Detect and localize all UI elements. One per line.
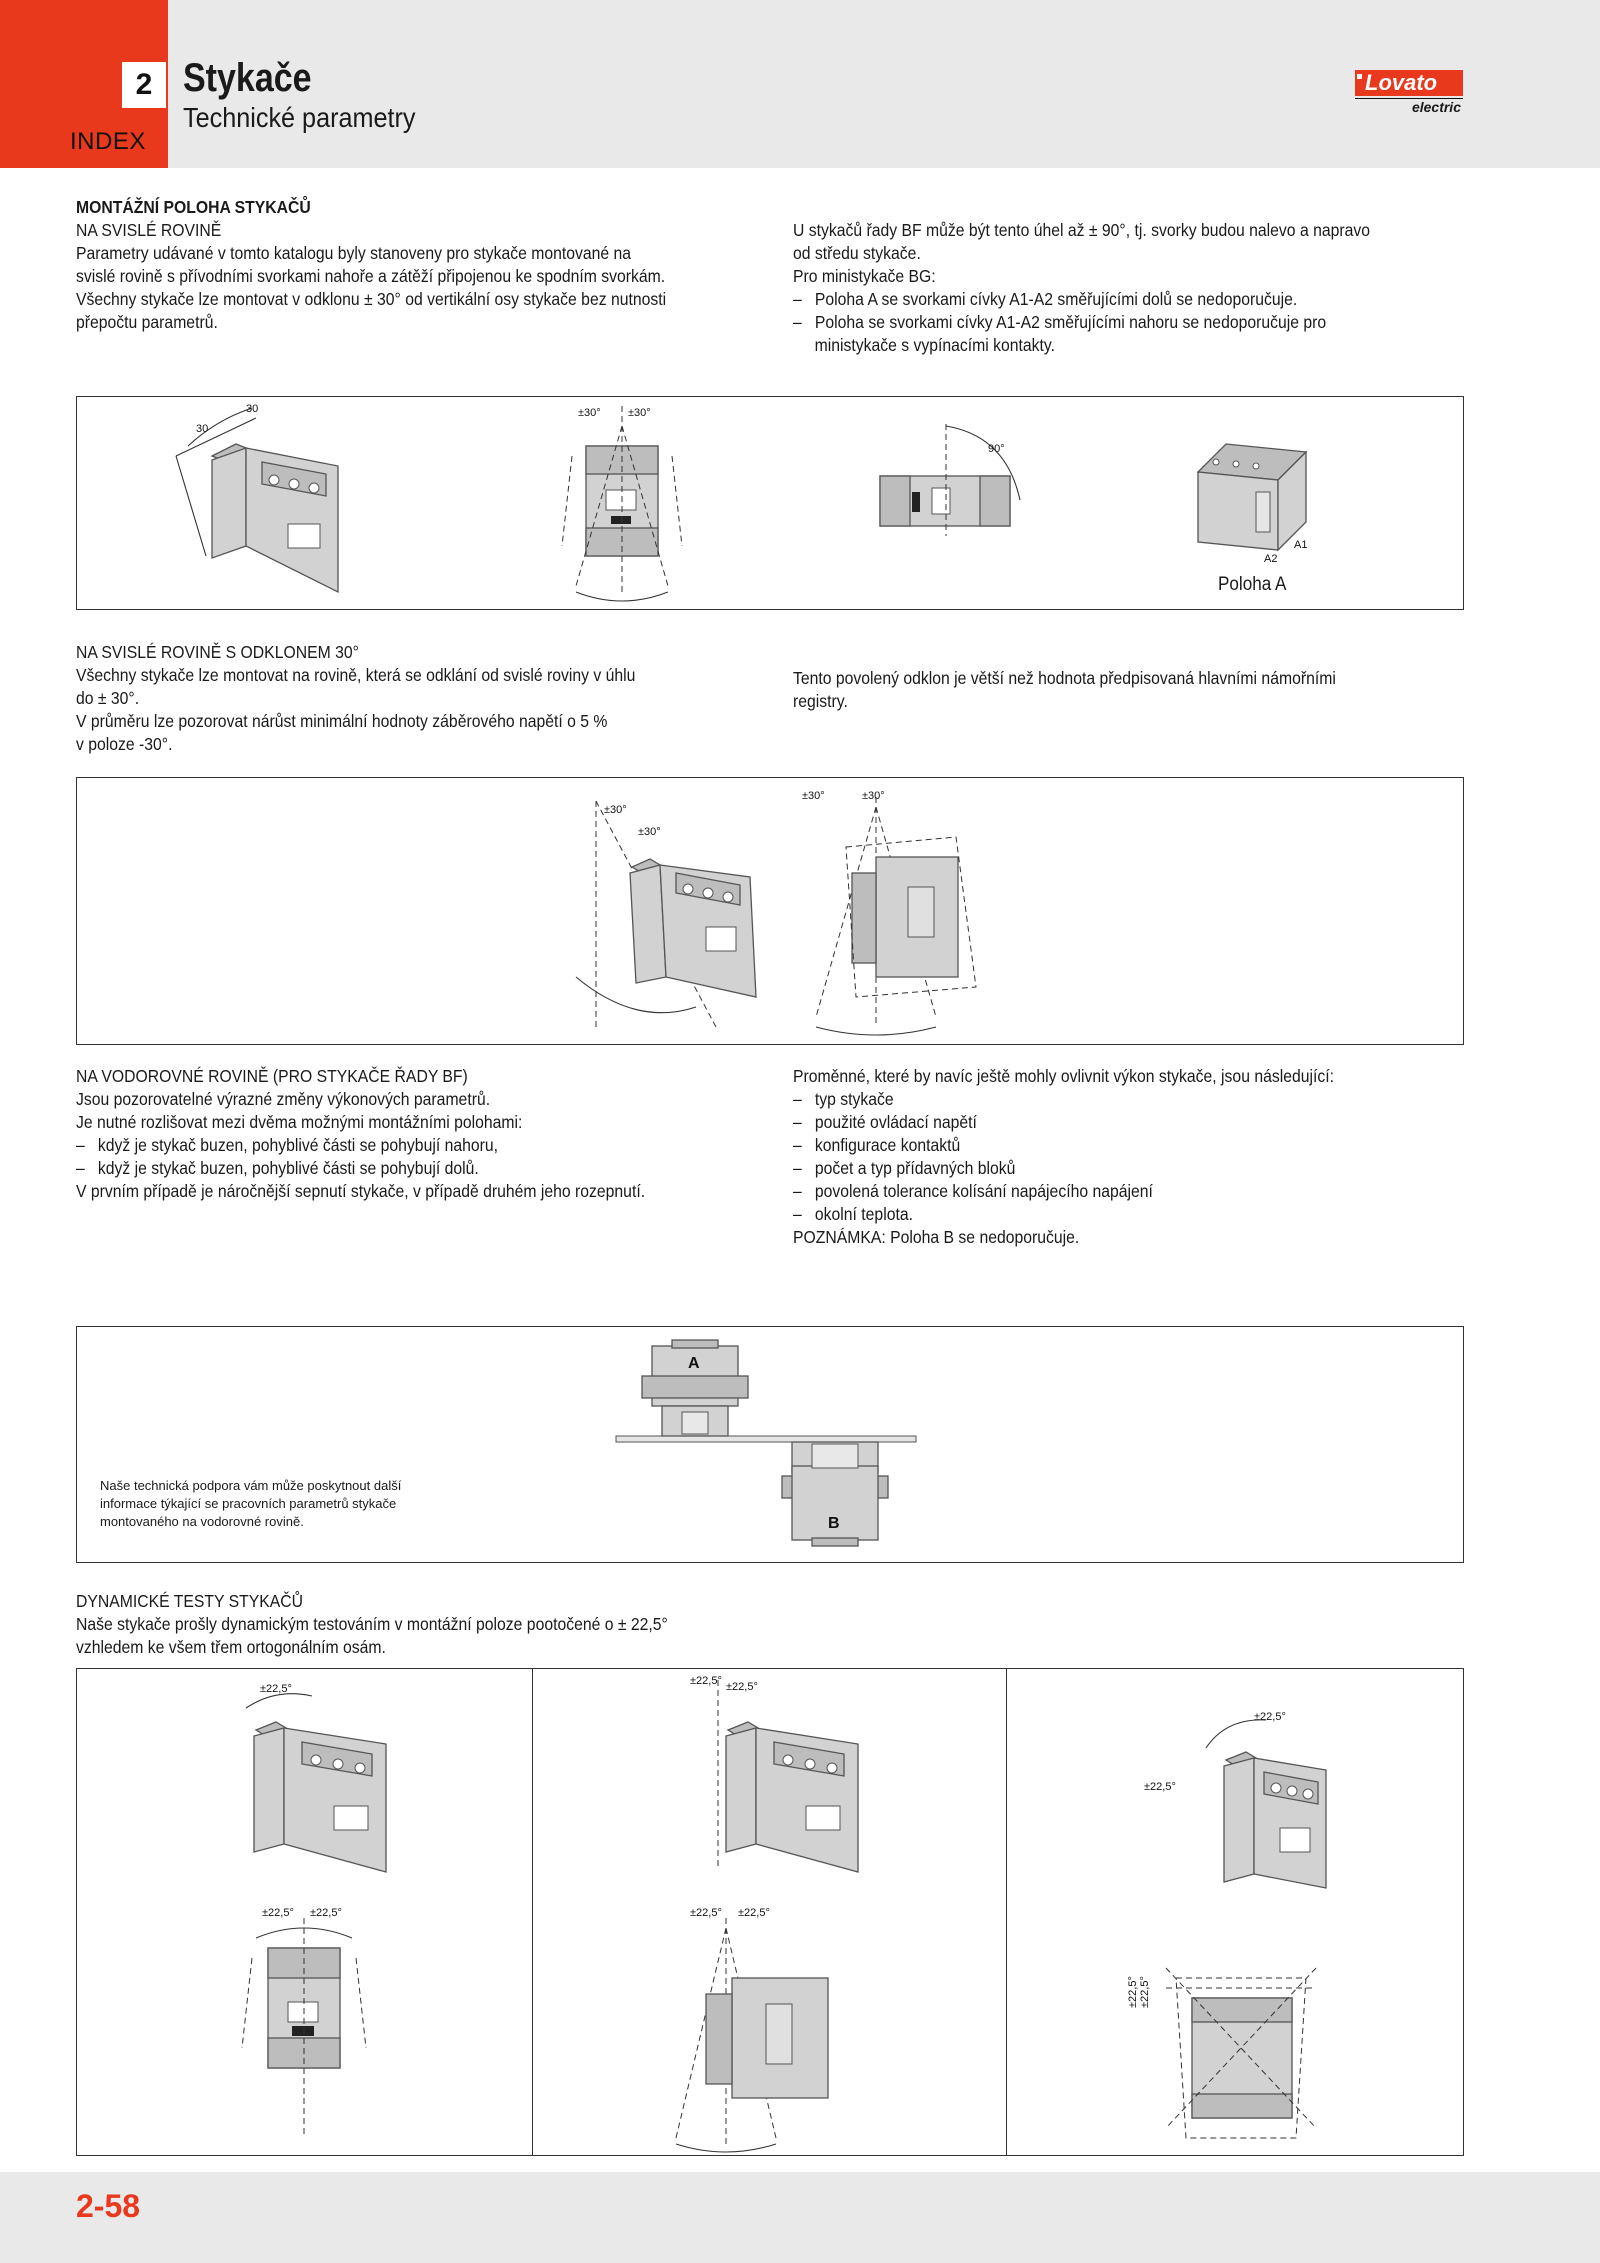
text-line: registry.: [793, 691, 848, 711]
section1-subheading: NA SVISLÉ ROVINĚ: [76, 220, 222, 240]
text-line: V prvním případě je náročnější sepnutí stykače, v případě druhém jeho rozepnutí.: [76, 1181, 646, 1201]
text-line: Je nutné rozlišovat mezi dvěma možnými montážními polohami:: [76, 1112, 523, 1132]
angle-label: ±22,5°: [738, 1907, 770, 1919]
lovato-logo: [1355, 70, 1463, 114]
logo-brand: Lovato: [1355, 70, 1463, 96]
angle-label: 30: [246, 403, 259, 415]
section2-subheading: NA SVISLÉ ROVINĚ S ODKLONEM 30°: [76, 642, 359, 662]
figure3-note: [100, 1477, 460, 1531]
text-line: svislé rovině s přívodními svorkami nahoře a zátěží připojenou ke spodním svorkám.: [76, 266, 666, 286]
bullet-item: – typ stykače: [793, 1089, 894, 1109]
angle-label: ±22,5°: [690, 1675, 722, 1687]
angle-label: ±22,5°: [1127, 1976, 1139, 2008]
contactor-3d-icon: [718, 1680, 858, 1872]
bullet-item: – okolní teplota.: [793, 1204, 913, 1224]
page-title: Stykače: [183, 56, 312, 100]
bullet-item: – Poloha A se svorkami cívky A1-A2 směřujícími dolů se nedoporučuje.: [793, 289, 1298, 309]
position-b-label: B: [828, 1515, 840, 1532]
text-line: Všechny stykače lze montovat v odklonu ± 30° od vertikální osy stykače bez nutnosti: [76, 289, 667, 309]
angle-label: ±30°: [638, 826, 661, 838]
angle-label: ±22,5°: [1139, 1976, 1151, 2008]
contactor-front-view: [242, 1918, 366, 2138]
angle-label: ±30°: [628, 407, 651, 419]
text-line: U stykačů řady BF může být tento úhel až ± 90°, tj. svorky budou nalevo a napravo: [793, 220, 1370, 240]
note-line: Naše technická podpora vám může poskytnout další: [100, 1478, 402, 1493]
angle-label: ±22,5°: [260, 1683, 292, 1695]
angle-label: ±30°: [802, 790, 825, 802]
angle-label: ±22,5°: [310, 1907, 342, 1919]
section2-right: [793, 667, 1441, 713]
section1-right: [793, 219, 1441, 357]
section1-heading: MONTÁŽNÍ POLOHA STYKAČŮ: [76, 197, 311, 217]
terminal-label: A2: [1264, 553, 1278, 565]
bullet-item: – konfigurace kontaktů: [793, 1135, 961, 1155]
contactor-side-tilted-icon: [816, 797, 976, 1035]
bullet-item: – Poloha se svorkami cívky A1-A2 směřujícími nahoru se nedoporučuje pro ministykače s vypínacími kontakty.: [793, 312, 1327, 355]
angle-label: ±22,5°: [1254, 1711, 1286, 1723]
contactor-3d-icon: [1206, 1720, 1326, 1888]
angle-label: ±30°: [604, 804, 627, 816]
section3-subheading: NA VODOROVNÉ ROVINĚ (PRO STYKAČE ŘADY BF): [76, 1066, 468, 1086]
page-subtitle: Technické parametry: [183, 102, 416, 133]
section2-left: [76, 641, 724, 756]
figure1-caption: Poloha A: [1218, 574, 1287, 595]
chapter-number: 2: [122, 62, 166, 108]
text-line: Naše stykače prošly dynamickým testováním v montážní poloze pootočené o ± 22,5°: [76, 1614, 668, 1634]
note-line: informace týkající se pracovních parametrů stykače: [100, 1496, 397, 1511]
figure4-drawing: [76, 1668, 1462, 2154]
text-line: Parametry udávané v tomto katalogu byly stanoveny pro stykače montované na: [76, 243, 632, 263]
text-line: POZNÁMKA: Poloha B se nedoporučuje.: [793, 1227, 1080, 1247]
bullet-item: – počet a typ přídavných bloků: [793, 1158, 1016, 1178]
text-line: od středu stykače.: [793, 243, 921, 263]
text-line: vzhledem ke všem třem ortogonálním osám.: [76, 1637, 386, 1657]
angle-label: ±22,5°: [726, 1681, 758, 1693]
contactor-3d-icon: [176, 408, 338, 592]
text-line: Pro ministykače BG:: [793, 266, 936, 286]
logo-sub: electric: [1355, 98, 1463, 115]
text-line: Proměnné, které by navíc ještě mohly ovlivnit výkon stykače, jsou následující:: [793, 1066, 1335, 1086]
text-line: přepočtu parametrů.: [76, 312, 218, 332]
angle-label: ±30°: [578, 407, 601, 419]
angle-label: ±22,5°: [262, 1907, 294, 1919]
footer-band: [0, 2172, 1600, 2263]
text-line: v poloze -30°.: [76, 734, 173, 754]
mini-contactor-icon: [1198, 444, 1306, 550]
index-link[interactable]: INDEX: [70, 128, 146, 155]
contactor-top-view: [1166, 1968, 1316, 2138]
note-line: montovaného na vodorovné rovině.: [100, 1514, 304, 1529]
text-line: do ± 30°.: [76, 688, 140, 708]
section3-right: [793, 1065, 1441, 1249]
figure2-drawing: [76, 777, 1462, 1043]
text-line: Tento povolený odklon je větší než hodnota předpisovaná hlavními námořními: [793, 668, 1336, 688]
section4-text: [76, 1590, 724, 1659]
angle-label: 30: [196, 423, 209, 435]
text-line: Všechny stykače lze montovat na rovině, která se odklání od svislé roviny v úhlu: [76, 665, 636, 685]
text-line: V průměru lze pozorovat nárůst minimální hodnoty záběrového napětí o 5 %: [76, 711, 608, 731]
section1-left: [76, 196, 724, 334]
page-number: 2-58: [76, 2188, 141, 2224]
text-line: Jsou pozorovatelné výrazné změny výkonových parametrů.: [76, 1089, 491, 1109]
angle-label: ±22,5°: [690, 1907, 722, 1919]
contactor-front-view: [562, 406, 682, 601]
section4-subheading: DYNAMICKÉ TESTY STYKAČŮ: [76, 1591, 303, 1611]
contactor-tilted-icon: [576, 801, 756, 1027]
terminal-label: A1: [1294, 539, 1308, 551]
contactor-side-view: [676, 1918, 828, 2152]
section3-left: [76, 1065, 724, 1203]
position-a-label: A: [688, 1355, 700, 1372]
bullet-item: – když je stykač buzen, pohyblivé části se pohybují dolů.: [76, 1158, 479, 1178]
contactor-3d-icon: [246, 1694, 386, 1872]
angle-label: ±30°: [862, 790, 885, 802]
bullet-item: – když je stykač buzen, pohyblivé části se pohybují nahoru,: [76, 1135, 499, 1155]
contactor-rotated-90: [880, 424, 1020, 536]
angle-label: ±22,5°: [1144, 1781, 1176, 1793]
bullet-item: – použité ovládací napětí: [793, 1112, 977, 1132]
bullet-item: – povolená tolerance kolísání napájecího napájení: [793, 1181, 1153, 1201]
angle-label: 90°: [988, 443, 1005, 455]
